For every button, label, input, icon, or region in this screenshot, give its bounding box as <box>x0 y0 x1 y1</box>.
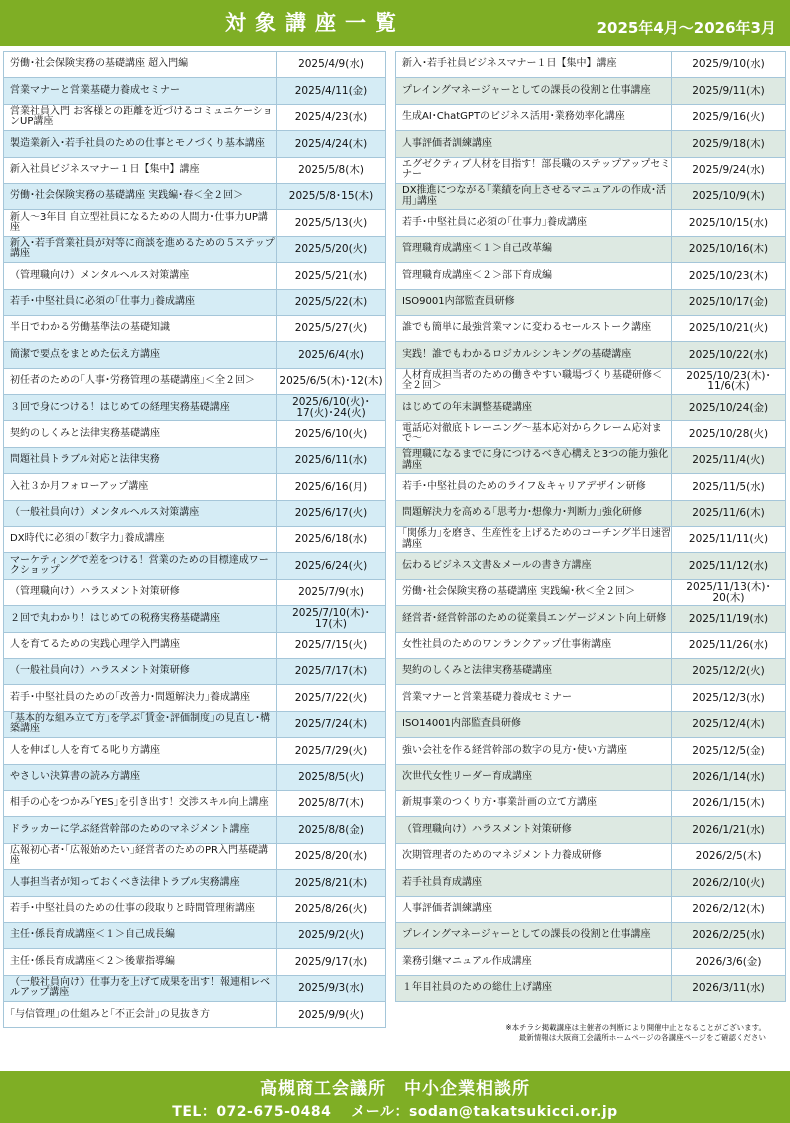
course-row <box>4 368 386 394</box>
course-date: 2025/6/10(火) <box>277 421 386 447</box>
course-row <box>4 843 386 869</box>
course-date: 2026/1/21(水) <box>672 817 786 843</box>
course-row <box>396 421 786 447</box>
course-name: 女性社員のためのワンランクアップ仕事術講座 <box>396 632 672 658</box>
page-footer <box>0 1071 790 1123</box>
course-row <box>4 685 386 711</box>
course-name: 若手･中堅社員のための仕事の段取りと時間管理術講座 <box>4 896 277 922</box>
course-name: 新入社員ビジネスマナー１日【集中】講座 <box>4 157 277 183</box>
course-name: 営業マナーと営業基礎力養成セミナー <box>396 685 672 711</box>
course-date: 2025/12/2(火) <box>672 658 786 684</box>
course-name: （一般社員向け）ハラスメント対策研修 <box>4 658 277 684</box>
course-name: ３回で身につける！はじめての経理実務基礎講座 <box>4 395 277 421</box>
course-name: 労働･社会保険実務の基礎講座 実践編･春＜全２回＞ <box>4 183 277 209</box>
course-row <box>4 157 386 183</box>
course-date: 2025/6/18(水) <box>277 527 386 553</box>
course-row <box>396 870 786 896</box>
course-date: 2025/6/5(木)･12(木) <box>277 368 386 394</box>
course-name: 営業マナーと営業基礎力養成セミナー <box>4 78 277 104</box>
course-name: 新人～3年目 自立型社員になるための人間力･仕事力UP講座 <box>4 210 277 236</box>
course-name: （管理職向け）ハラスメント対策研修 <box>396 817 672 843</box>
course-name: ISO9001内部監査員研修 <box>396 289 672 315</box>
course-name: 新入･若手社員ビジネスマナー１日【集中】講座 <box>396 52 672 78</box>
course-name: 業務引継マニュアル作成講座 <box>396 949 672 975</box>
course-name: 若手･中堅社員に必須の｢仕事力｣養成講座 <box>396 210 672 236</box>
course-row <box>4 790 386 816</box>
course-name: 相手の心をつかみ｢YES｣を引き出す！交渉スキル向上講座 <box>4 790 277 816</box>
course-name: 問題解決力を高める｢思考力･想像力･判断力｣強化研修 <box>396 500 672 526</box>
course-row <box>396 606 786 632</box>
course-row <box>4 78 386 104</box>
course-date: 2025/10/23(木) <box>672 263 786 289</box>
course-date: 2025/9/9(火) <box>277 1002 386 1028</box>
course-name: 人事担当者が知っておくべき法律トラブル実務講座 <box>4 870 277 896</box>
course-date: 2026/1/15(木) <box>672 790 786 816</box>
course-row <box>396 289 786 315</box>
page-header <box>0 0 790 46</box>
course-date: 2025/8/5(火) <box>277 764 386 790</box>
course-row <box>396 553 786 579</box>
course-row <box>4 342 386 368</box>
course-row <box>396 78 786 104</box>
course-name: 管理職育成講座＜１＞自己改革編 <box>396 236 672 262</box>
course-name: 簡潔で要点をまとめた伝え方講座 <box>4 342 277 368</box>
course-row <box>4 131 386 157</box>
course-row <box>4 606 386 632</box>
course-date: 2025/8/20(水) <box>277 843 386 869</box>
course-date: 2025/10/24(金) <box>672 395 786 421</box>
course-date: 2025/12/3(水) <box>672 685 786 711</box>
course-date: 2025/9/11(木) <box>672 78 786 104</box>
course-name: 人事評価者訓練講座 <box>396 896 672 922</box>
course-row <box>396 368 786 394</box>
course-name: 若手･中堅社員に必須の｢仕事力｣養成講座 <box>4 289 277 315</box>
course-name: 管理職育成講座＜２＞部下育成編 <box>396 263 672 289</box>
course-date: 2025/9/10(水) <box>672 52 786 78</box>
course-row <box>396 315 786 341</box>
course-date: 2025/7/17(木) <box>277 658 386 684</box>
course-name: 次期管理者のためのマネジメント力養成研修 <box>396 843 672 869</box>
course-row <box>4 421 386 447</box>
course-date: 2025/8/7(木) <box>277 790 386 816</box>
course-date: 2025/11/4(火) <box>672 447 786 473</box>
course-row <box>4 500 386 526</box>
course-row <box>4 658 386 684</box>
course-row <box>4 553 386 579</box>
course-name: 人材育成担当者のための働きやすい職場づくり基礎研修＜全２回＞ <box>396 368 672 394</box>
course-name: ｢与信管理｣の仕組みと｢不正会計｣の見抜き方 <box>4 1002 277 1028</box>
course-row <box>396 210 786 236</box>
course-date: 2026/2/10(火) <box>672 870 786 896</box>
course-date: 2025/12/5(金) <box>672 738 786 764</box>
course-row <box>4 738 386 764</box>
course-row <box>396 685 786 711</box>
course-name: 電話応対徹底トレーニング～基本応対からクレーム応対まで～ <box>396 421 672 447</box>
course-name: （管理職向け）メンタルヘルス対策講座 <box>4 263 277 289</box>
course-row <box>4 817 386 843</box>
course-name: 実践！誰でもわかるロジカルシンキングの基礎講座 <box>396 342 672 368</box>
course-date: 2025/11/6(木) <box>672 500 786 526</box>
course-date: 2025/11/11(火) <box>672 527 786 553</box>
course-name: 新入･若手営業社員が対等に商談を進めるための５ステップ講座 <box>4 236 277 262</box>
course-row <box>4 1002 386 1028</box>
course-name: マーケティングで差をつける！営業のための目標達成ワークショップ <box>4 553 277 579</box>
course-name: ｢基本的な組み立て方｣を学ぶ｢賃金･評価制度｣の見直し･構築講座 <box>4 711 277 737</box>
course-table-right <box>395 51 786 1002</box>
course-row <box>396 131 786 157</box>
course-date: 2025/10/22(水) <box>672 342 786 368</box>
course-name: 経営者･経営幹部のための従業員エンゲージメント向上研修 <box>396 606 672 632</box>
course-row <box>4 263 386 289</box>
course-name: 若手社員育成講座 <box>396 870 672 896</box>
course-name: （管理職向け）ハラスメント対策研修 <box>4 579 277 605</box>
course-date: 2025/7/22(火) <box>277 685 386 711</box>
course-name: 半日でわかる労働基準法の基礎知識 <box>4 315 277 341</box>
course-date: 2025/11/12(水) <box>672 553 786 579</box>
course-date: 2025/11/26(水) <box>672 632 786 658</box>
course-row <box>4 632 386 658</box>
course-row <box>396 817 786 843</box>
course-name: 営業社員入門 お客様との距離を近づけるコミュニケーションUP講座 <box>4 104 277 130</box>
course-date: 2025/10/16(木) <box>672 236 786 262</box>
course-date: 2025/9/24(水) <box>672 157 786 183</box>
course-date: 2025/9/3(水) <box>277 975 386 1001</box>
course-name: ｢関係力｣を磨き、生産性を上げるためのコーチング半日速習講座 <box>396 527 672 553</box>
course-date: 2026/3/6(金) <box>672 949 786 975</box>
course-date: 2025/5/13(火) <box>277 210 386 236</box>
course-row <box>4 395 386 421</box>
course-row <box>396 500 786 526</box>
course-row <box>4 579 386 605</box>
course-name: 伝わるビジネス文書＆メールの書き方講座 <box>396 553 672 579</box>
course-name: 主任･係長育成講座＜２＞後輩指導編 <box>4 949 277 975</box>
course-date: 2025/4/11(金) <box>277 78 386 104</box>
course-row <box>4 183 386 209</box>
disclaimer-note <box>450 1023 766 1043</box>
course-date: 2026/1/14(水) <box>672 764 786 790</box>
course-name: 労働･社会保険実務の基礎講座 実践編･秋＜全２回＞ <box>396 579 672 605</box>
organization-name: 高槻商工会議所 中小企業相談所 <box>260 1079 530 1099</box>
course-name: 生成AI･ChatGPTのビジネス活用･業務効率化講座 <box>396 104 672 130</box>
course-row <box>396 843 786 869</box>
course-date: 2025/4/23(水) <box>277 104 386 130</box>
course-row <box>396 738 786 764</box>
course-row <box>396 447 786 473</box>
course-date: 2025/5/8･15(木) <box>277 183 386 209</box>
course-row <box>396 896 786 922</box>
course-row <box>4 52 386 78</box>
course-row <box>396 975 786 1001</box>
course-date: 2025/9/18(木) <box>672 131 786 157</box>
course-date: 2026/2/5(木) <box>672 843 786 869</box>
course-date: 2025/5/27(火) <box>277 315 386 341</box>
course-date: 2025/8/21(木) <box>277 870 386 896</box>
course-date: 2025/9/17(水) <box>277 949 386 975</box>
course-date: 2025/4/24(木) <box>277 131 386 157</box>
course-date: 2025/12/4(木) <box>672 711 786 737</box>
course-name: 主任･係長育成講座＜１＞自己成長編 <box>4 922 277 948</box>
course-date: 2026/3/11(水) <box>672 975 786 1001</box>
course-row <box>396 263 786 289</box>
course-date: 2025/11/13(木)･20(木) <box>672 579 786 605</box>
course-date: 2025/6/10(火)･17(火)･24(火) <box>277 395 386 421</box>
course-row <box>4 104 386 130</box>
course-row <box>396 658 786 684</box>
course-date: 2025/5/20(火) <box>277 236 386 262</box>
course-row <box>4 896 386 922</box>
course-date: 2025/10/9(木) <box>672 183 786 209</box>
course-row <box>396 183 786 209</box>
course-name: やさしい決算書の読み方講座 <box>4 764 277 790</box>
course-row <box>4 447 386 473</box>
course-name: 初任者のための｢人事･労務管理の基礎講座｣＜全２回＞ <box>4 368 277 394</box>
page-title: 対象講座一覧 <box>225 11 405 35</box>
course-name: 強い会社を作る経営幹部の数字の見方･使い方講座 <box>396 738 672 764</box>
course-row <box>4 289 386 315</box>
course-row <box>396 395 786 421</box>
course-row <box>396 764 786 790</box>
course-row <box>4 949 386 975</box>
course-name: 人を伸ばし人を育てる叱り方講座 <box>4 738 277 764</box>
course-date: 2025/6/16(月) <box>277 474 386 500</box>
course-row <box>4 975 386 1001</box>
course-row <box>396 52 786 78</box>
course-name: 入社３か月フォローアップ講座 <box>4 474 277 500</box>
course-row <box>4 474 386 500</box>
course-row <box>396 157 786 183</box>
course-row <box>396 579 786 605</box>
course-row <box>396 949 786 975</box>
course-date: 2025/10/23(木)･11/6(木) <box>672 368 786 394</box>
course-name: １年目社員のための総仕上げ講座 <box>396 975 672 1001</box>
course-name: 契約のしくみと法律実務基礎講座 <box>4 421 277 447</box>
course-row <box>4 711 386 737</box>
course-date: 2025/8/8(金) <box>277 817 386 843</box>
course-name: 人事評価者訓練講座 <box>396 131 672 157</box>
course-row <box>396 527 786 553</box>
course-date: 2025/7/29(火) <box>277 738 386 764</box>
course-row <box>4 764 386 790</box>
course-date: 2026/2/25(水) <box>672 922 786 948</box>
course-name: 管理職になるまでに身につけるべき心構えと3つの能力強化講座 <box>396 447 672 473</box>
course-date: 2025/6/4(水) <box>277 342 386 368</box>
course-date: 2025/7/15(火) <box>277 632 386 658</box>
course-name: はじめての年末調整基礎講座 <box>396 395 672 421</box>
note-line-2: 最新情報は大阪商工会議所ホームページの各講座ページをご確認ください <box>518 1033 766 1042</box>
course-date: 2025/7/9(水) <box>277 579 386 605</box>
course-row <box>4 922 386 948</box>
course-date: 2025/9/16(火) <box>672 104 786 130</box>
course-name: （一般社員向け）メンタルヘルス対策講座 <box>4 500 277 526</box>
course-date: 2025/10/28(火) <box>672 421 786 447</box>
course-date: 2025/11/5(水) <box>672 474 786 500</box>
course-row <box>396 236 786 262</box>
course-row <box>396 104 786 130</box>
course-name: 次世代女性リーダー育成講座 <box>396 764 672 790</box>
course-name: 製造業新入･若手社員のための仕事とモノづくり基本講座 <box>4 131 277 157</box>
course-name: 労働･社会保険実務の基礎講座 超入門編 <box>4 52 277 78</box>
course-date: 2025/8/26(火) <box>277 896 386 922</box>
course-date: 2025/6/17(火) <box>277 500 386 526</box>
course-date: 2025/11/19(水) <box>672 606 786 632</box>
course-name: ドラッカーに学ぶ経営幹部のためのマネジメント講座 <box>4 817 277 843</box>
course-date: 2025/9/2(火) <box>277 922 386 948</box>
course-date: 2025/5/21(水) <box>277 263 386 289</box>
course-date: 2025/4/9(水) <box>277 52 386 78</box>
course-date: 2025/10/21(火) <box>672 315 786 341</box>
course-name: エグゼクティブ人材を目指す！部長職のステップアップセミナー <box>396 157 672 183</box>
course-date: 2025/6/11(水) <box>277 447 386 473</box>
course-row <box>396 474 786 500</box>
course-name: 若手･中堅社員のためのライフ＆キャリアデザイン研修 <box>396 474 672 500</box>
course-row <box>396 342 786 368</box>
note-line-1: ※本チラシ掲載講座は主催者の判断により開催中止となることがございます。 <box>505 1023 766 1032</box>
period-label: 2025年4月～2026年3月 <box>596 19 776 37</box>
course-date: 2026/2/12(木) <box>672 896 786 922</box>
course-name: プレイングマネージャーとしての課長の役割と仕事講座 <box>396 78 672 104</box>
course-name: 契約のしくみと法律実務基礎講座 <box>396 658 672 684</box>
course-name: 問題社員トラブル対応と法律実務 <box>4 447 277 473</box>
course-name: DX推進につながる｢業績を向上させるマニュアルの作成･活用｣講座 <box>396 183 672 209</box>
course-name: DX時代に必須の｢数字力｣養成講座 <box>4 527 277 553</box>
course-name: 新規事業のつくり方･事業計画の立て方講座 <box>396 790 672 816</box>
course-table-left <box>3 51 386 1028</box>
course-name: プレイングマネージャーとしての課長の役割と仕事講座 <box>396 922 672 948</box>
course-name: （一般社員向け）仕事力を上げて成果を出す！報連相レベルアップ講座 <box>4 975 277 1001</box>
course-row <box>4 315 386 341</box>
course-name: ２回で丸わかり！はじめての税務実務基礎講座 <box>4 606 277 632</box>
course-row <box>396 711 786 737</box>
course-date: 2025/5/8(木) <box>277 157 386 183</box>
course-row <box>4 236 386 262</box>
course-row <box>4 527 386 553</box>
course-date: 2025/7/10(木)･17(木) <box>277 606 386 632</box>
contact-info: TEL：072-675-0484 メール：sodan@takatsukicci.or.jp <box>172 1104 618 1120</box>
course-name: 人を育てるための実践心理学入門講座 <box>4 632 277 658</box>
course-date: 2025/7/24(木) <box>277 711 386 737</box>
course-row <box>396 790 786 816</box>
course-date: 2025/5/22(木) <box>277 289 386 315</box>
course-name: 若手･中堅社員のための｢改善力･問題解決力｣養成講座 <box>4 685 277 711</box>
course-row <box>396 632 786 658</box>
course-row <box>4 870 386 896</box>
course-date: 2025/10/17(金) <box>672 289 786 315</box>
course-date: 2025/6/24(火) <box>277 553 386 579</box>
course-row <box>4 210 386 236</box>
course-name: ISO14001内部監査員研修 <box>396 711 672 737</box>
course-name: 誰でも簡単に最強営業マンに変わるセールストーク講座 <box>396 315 672 341</box>
course-name: 広報初心者･｢広報始めたい｣経営者のためのPR入門基礎講座 <box>4 843 277 869</box>
course-row <box>396 922 786 948</box>
course-date: 2025/10/15(水) <box>672 210 786 236</box>
